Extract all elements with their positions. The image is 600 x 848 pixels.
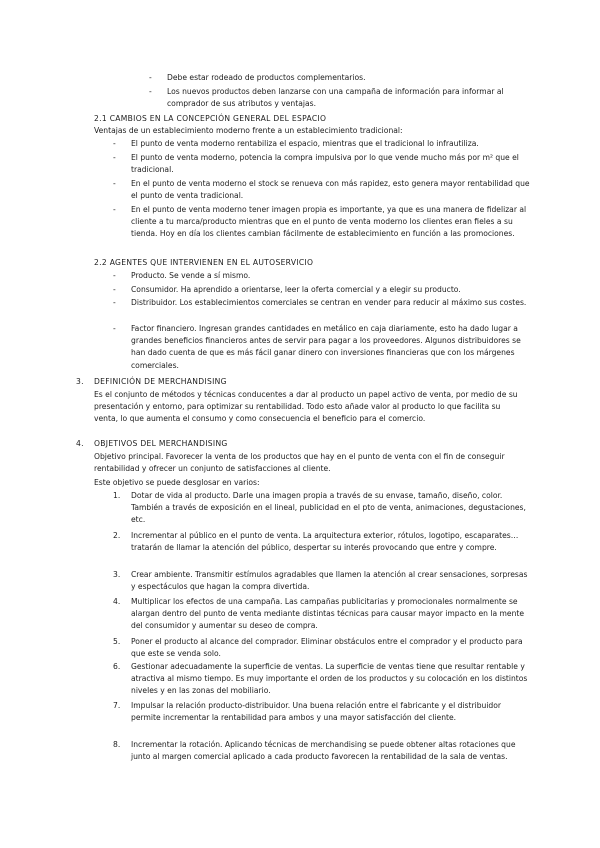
list-item: El punto de venta moderno rentabiliza el espacio, mientras que el tradicional lo infrautiliza. bbox=[131, 139, 479, 148]
section-3-heading: DEFINICIÓN DE MERCHANDISING bbox=[94, 377, 227, 386]
list-item: Consumidor. Ha aprendido a orientarse, leer la oferta comercial y a elegir su producto. bbox=[131, 285, 461, 294]
item-number: 3. bbox=[113, 570, 121, 579]
section-4-number: 4. bbox=[76, 439, 84, 448]
bullet-dash: - bbox=[113, 298, 116, 307]
section-3-number: 3. bbox=[76, 377, 84, 386]
list-item: Producto. Se vende a sí mismo. bbox=[131, 271, 251, 280]
numbered-item: Dotar de vida al producto. Darle una imagen propia a través de su envase, tamaño, diseño, color. También a través de exposición en el lineal, publicidad en el pto de venta, animaciones, degustaciones, etc. bbox=[131, 491, 526, 525]
list-item: En el punto de venta moderno tener imagen propia es importante, ya que es una manera de fidelizar al cliente a tu marca/producto mientras que en el punto de venta moderno los clientes eran fieles a su tienda. Hoy en día los clientes cambian fácilmente de establecimiento en función a las promociones. bbox=[131, 205, 527, 239]
bullet-dash: - bbox=[149, 73, 152, 82]
section-2-1-heading: 2.1 CAMBIOS EN LA CONCEPCIÓN GENERAL DEL ESPACIO bbox=[94, 114, 327, 123]
item-number: 6. bbox=[113, 662, 121, 671]
section-4-breakdown: Este objetivo se puede desglosar en varios: bbox=[94, 478, 260, 487]
bullet-dash: - bbox=[113, 205, 116, 214]
numbered-item: Poner el producto al alcance del comprador. Eliminar obstáculos entre el comprador y el producto para que este se venda solo. bbox=[131, 637, 523, 659]
bullet-dash: - bbox=[149, 87, 152, 96]
numbered-item: Impulsar la relación producto-distribuidor. Una buena relación entre el fabricante y el distribuidor permite incrementar la rentabilidad para ambos y una mayor satisfacción del cliente. bbox=[131, 701, 502, 723]
list-item: En el punto de venta moderno el stock se renueva con más rapidez, esto genera mayor rentabilidad que el punto de venta tradicional. bbox=[131, 179, 530, 201]
item-number: 4. bbox=[113, 597, 121, 606]
section-3-text: Es el conjunto de métodos y técnicas conducentes a dar al producto un papel activo de venta, por medio de su presentación y entorno, para optimizar su rentabilidad. Todo esto añade valor al producto lo que facilita su venta, lo que aumenta el consumo y como consecuencia el beneficio para el comercio. bbox=[94, 390, 518, 424]
item-number: 5. bbox=[113, 637, 121, 646]
bullet-dash: - bbox=[113, 179, 116, 188]
numbered-item: Gestionar adecuadamente la superficie de ventas. La superficie de ventas tiene que resultar rentable y atractiva al mismo tiempo. Es muy importante el orden de los productos y su colocación en los distintos niveles y en las zonas del mobiliario. bbox=[131, 662, 528, 696]
item-number: 7. bbox=[113, 701, 121, 710]
bullet-dash: - bbox=[113, 153, 116, 162]
item-number: 1. bbox=[113, 491, 121, 500]
bullet-dash: - bbox=[113, 285, 116, 294]
section-4-heading: OBJETIVOS DEL MERCHANDISING bbox=[94, 439, 228, 448]
list-item: Distribuidor. Los establecimientos comerciales se centran en vender para reducir al máximo sus costes. bbox=[131, 298, 527, 307]
top-list-item: Los nuevos productos deben lanzarse con una campaña de información para informar al comprador de sus atributos y ventajas. bbox=[167, 87, 504, 109]
section-2-2-heading: 2.2 AGENTES QUE INTERVIENEN EN EL AUTOSERVICIO bbox=[94, 258, 314, 267]
numbered-item: Crear ambiente. Transmitir estímulos agradables que llamen la atención al crear sensaciones, sorpresas y espectáculos que hagan la compra divertida. bbox=[131, 570, 528, 592]
section-2-1-intro: Ventajas de un establecimiento moderno frente a un establecimiento tradicional: bbox=[94, 126, 403, 135]
bullet-dash: - bbox=[113, 139, 116, 148]
bullet-dash: - bbox=[113, 271, 116, 280]
list-item: Factor financiero. Ingresan grandes cantidades en metálico en caja diariamente, esto ha dado lugar a grandes beneficios financieros antes de servir para pagar a los proveedores. Algunos distribuidores se han dado cuenta de que es más fácil ganar dinero con inversiones financieras que con los márgenes comerciales. bbox=[131, 324, 521, 370]
top-list-item: Debe estar rodeado de productos complementarios. bbox=[167, 73, 366, 82]
numbered-item: Incrementar la rotación. Aplicando técnicas de merchandising se puede obtener altas rotaciones que junto al margen comercial aplicado a cada producto favorecen la rentabilidad de la sala de ventas. bbox=[131, 740, 516, 762]
bullet-dash: - bbox=[113, 324, 116, 333]
section-4-principal: Objetivo principal. Favorecer la venta de los productos que hay en el punto de venta con el fin de conseguir rentabilidad y ofrecer un conjunto de satisfacciones al cliente. bbox=[94, 452, 505, 474]
numbered-item: Incrementar al público en el punto de venta. La arquitectura exterior, rótulos, logotipo, escaparates… tratarán de llamar la atención del público, despertar su interés provocando que entre y compre. bbox=[131, 531, 519, 553]
numbered-item: Multiplicar los efectos de una campaña. Las campañas publicitarias y promocionales normalmente se alargan dentro del punto de venta mediante distintas técnicas para causar mayor impacto en la mente del consumidor y aumentar su deseo de compra. bbox=[131, 597, 525, 631]
item-number: 8. bbox=[113, 740, 121, 749]
list-item: El punto de venta moderno, potencia la compra impulsiva por lo que vende mucho más por m² que el tradicional. bbox=[131, 153, 519, 175]
item-number: 2. bbox=[113, 531, 121, 540]
